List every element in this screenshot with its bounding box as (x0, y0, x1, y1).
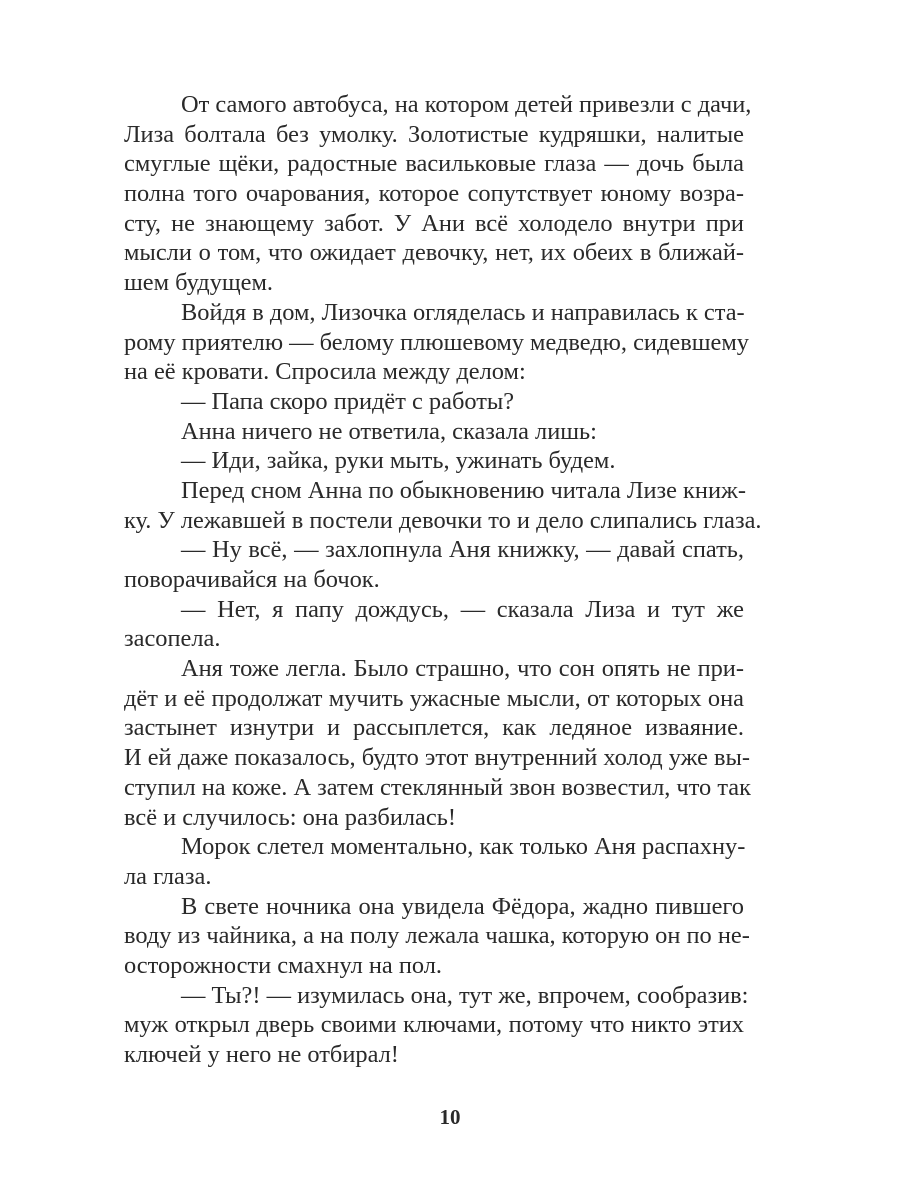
page-number: 10 (439, 1105, 461, 1129)
paragraph-4 (124, 417, 744, 447)
paragraph-8 (124, 595, 744, 654)
text-line: В свете ночника она увидела Фёдора, жадно пившего (181, 892, 744, 920)
paragraph-1 (124, 90, 752, 298)
text-line: муж открыл дверь своими ключами, потому что никто этих (124, 1011, 744, 1039)
text-line: Войдя в дом, Лизочка огляделась и направилась к ста- (181, 298, 745, 326)
text-line: ку. У лежавшей в постели девочки то и дело слипались глаза. (124, 506, 762, 534)
text-line: осторожности смахнул на пол. (124, 951, 443, 979)
paragraph-7 (124, 535, 744, 594)
dialogue-line: засопела. (124, 625, 221, 653)
text-line: смуглые щёки, радостные васильковые глаза — дочь была (124, 150, 744, 178)
paragraph-6 (124, 476, 762, 535)
text-line: От самого автобуса, на котором детей привезли с дачи, (181, 91, 752, 118)
paragraph-12 (124, 981, 749, 1070)
text-line: Морок слетел моментально, как только Аня распахну- (181, 833, 746, 861)
text-line: полна того очарования, которое сопутствует юному возра- (124, 180, 744, 208)
text-line: Аня тоже легла. Было страшно, что сон опять не при- (181, 655, 744, 683)
dialogue-line: — Иди, зайка, руки мыть, ужинать будем. (181, 447, 616, 475)
text-line: ступил на коже. А затем стеклянный звон возвестил, что так (124, 773, 751, 801)
paragraph-5 (124, 446, 744, 476)
dialogue-line: — Ну всё, — захлопнула Аня книжку, — давай спать, (181, 536, 744, 564)
text-line: сту, не знающему забот. У Ани всё холодело внутри при (124, 209, 744, 237)
text-line: И ей даже показалось, будто этот внутренний холод уже вы- (124, 744, 751, 772)
paragraph-3 (124, 387, 744, 417)
text-line: рому приятелю — белому плюшевому медведю, сидевшему (124, 328, 749, 356)
dialogue-line: — Ты?! — изумилась она, тут же, впрочем, сообразив: (181, 981, 749, 1009)
paragraph-11 (124, 892, 750, 981)
text-line: мысли о том, что ожидает девочку, нет, их обеих в ближай- (124, 239, 744, 267)
paragraph-2 (124, 298, 749, 387)
text-line: шем будущем. (124, 269, 274, 297)
text-line: застынет изнутри и рассыплется, как ледяное изваяние. (124, 714, 744, 742)
text-line: всё и случилось: она разбилась! (124, 803, 456, 831)
text-line: Анна ничего не ответила, сказала лишь: (181, 417, 597, 445)
text-line: ключей у него не отбирал! (124, 1041, 399, 1068)
text-line: на её кровати. Спросила между делом: (124, 358, 526, 386)
body-text (124, 90, 762, 1070)
text-line: ла глаза. (124, 862, 212, 890)
text-line: воду из чайника, а на полу лежала чашка, которую он по не- (124, 922, 750, 950)
paragraph-9 (124, 654, 751, 832)
paragraph-10 (124, 832, 744, 891)
text-line: Перед сном Анна по обыкновению читала Лизе книж- (181, 476, 746, 504)
dialogue-line: — Папа скоро придёт с работы? (181, 387, 515, 415)
text-line: Лиза болтала без умолку. Золотистые кудряшки, налитые (124, 120, 744, 148)
dialogue-line: — Нет, я папу дождусь, — сказала Лиза и тут же (181, 595, 744, 623)
dialogue-line: поворачивайся на бочок. (124, 566, 380, 593)
text-line: дёт и её продолжат мучить ужасные мысли, от которых она (124, 684, 744, 712)
